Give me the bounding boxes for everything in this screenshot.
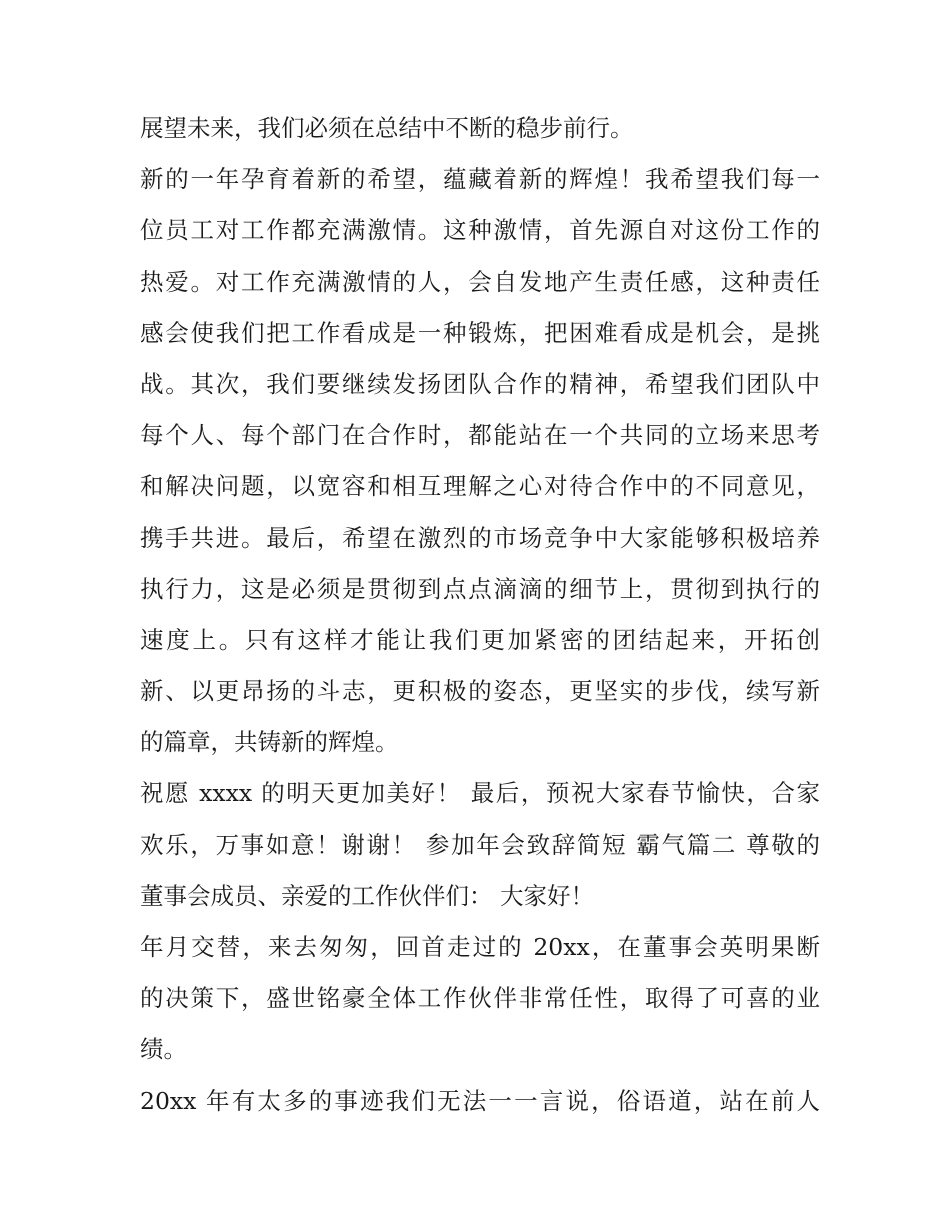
text-line: 展望未来，我们必须在总结中不断的稳步前行。 [140, 114, 634, 142]
text-line: 每个人、每个部门在合作时，都能站在一个共同的立场来思考 [140, 421, 820, 450]
text-line: 执行力，这是必须是贯彻到点点滴滴的细节上，贯彻到执行的 [140, 574, 820, 603]
text-line: 绩。 [140, 1035, 187, 1064]
text-line: 位员工对工作都充满激情。这种激情，首先源自对这份工作的 [140, 216, 820, 245]
text-line: 董事会成员、亲爱的工作伙伴们： 大家好！ [140, 881, 594, 910]
text-line: 的决策下，盛世铭豪全体工作伙伴非常任性，取得了可喜的业 [140, 984, 820, 1013]
text-line: 和解决问题，以宽容和相互理解之心对待合作中的不同意见， [140, 472, 820, 501]
text-line: 欢乐，万事如意！谢谢！ 参加年会致辞简短 霸气篇二 尊敬的 [140, 830, 820, 859]
text-line: 热爱。对工作充满激情的人，会自发地产生责任感，这种责任 [140, 267, 820, 296]
text-line: 祝愿 xxxx 的明天更加美好！ 最后，预祝大家春节愉快，合家 [140, 779, 820, 808]
text-line: 感会使我们把工作看成是一种锻炼，把困难看成是机会，是挑 [140, 318, 820, 347]
text-line: 携手共进。最后，希望在激烈的市场竞争中大家能够积极培养 [140, 523, 820, 552]
text-line: 新的一年孕育着新的希望，蕴藏着新的辉煌！我希望我们每一 [140, 165, 820, 194]
text-line: 速度上。只有这样才能让我们更加紧密的团结起来，开拓创 [140, 625, 820, 654]
text-line: 新、以更昂扬的斗志，更积极的姿态，更坚实的步伐，续写新 [140, 677, 820, 706]
text-line: 的篇章，共铸新的辉煌。 [140, 728, 399, 757]
text-line: 战。其次，我们要继续发扬团队合作的精神，希望我们团队中 [140, 369, 820, 398]
text-line: 年月交替，来去匆匆，回首走过的 20xx，在董事会英明果断 [140, 933, 820, 961]
document-body [140, 103, 820, 1127]
text-line: 20xx 年有太多的事迹我们无法一一言说，俗语道，站在前人 [140, 1086, 820, 1115]
